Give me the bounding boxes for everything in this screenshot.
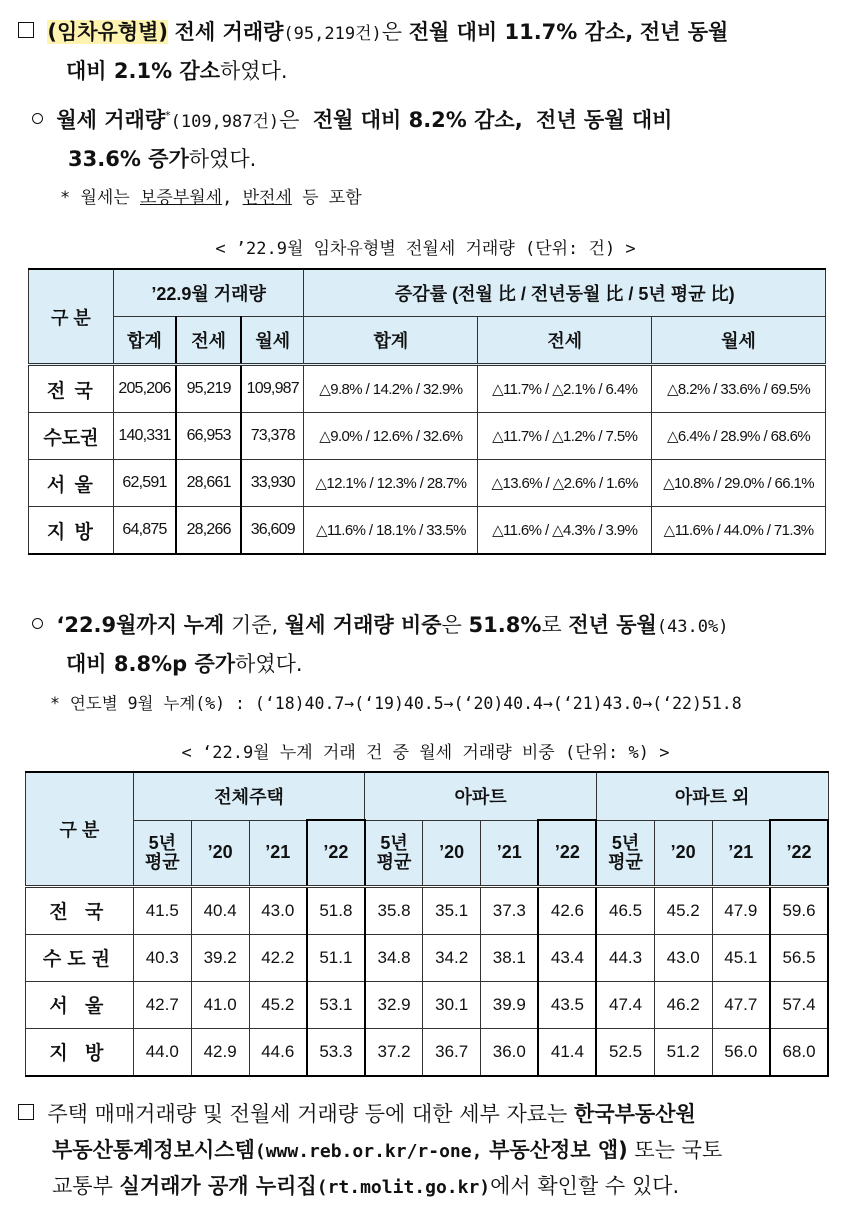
table-cell: 33,930: [241, 460, 304, 507]
count: (109,987건): [170, 112, 280, 132]
sub-header: ’22: [538, 820, 596, 886]
table-cell: 205,206: [113, 365, 176, 413]
table-cell: 47.7: [712, 981, 770, 1028]
sub-header: ’21: [481, 820, 539, 886]
table-cell: 40.4: [191, 886, 249, 934]
verb: 하였다.: [220, 59, 288, 83]
table-cell: 45.2: [654, 886, 712, 934]
para1-line2: [66, 55, 851, 85]
table-cell: 47.4: [596, 981, 654, 1028]
table-cell: △6.4% / 28.9% / 68.6%: [652, 413, 826, 460]
table-cell: 53.1: [307, 981, 365, 1028]
footnote-mark: *: [165, 109, 171, 122]
note-prefix: * 월세는: [60, 188, 140, 208]
verb: 하였다.: [235, 652, 303, 676]
table-cell: 140,331: [113, 413, 176, 460]
count: (95,219건): [283, 24, 382, 44]
change-month: 전월 대비 11.7% 감소,: [408, 20, 634, 44]
para4-line1: [18, 1098, 851, 1128]
para4-line3: [52, 1170, 851, 1200]
url-molit[interactable]: (rt.molit.go.kr): [316, 1177, 491, 1198]
circle-bullet-icon: [32, 113, 43, 124]
group-header: 아파트: [365, 772, 597, 820]
table-cell: 28,266: [176, 507, 241, 555]
table-cell: △9.0% / 12.6% / 32.6%: [304, 413, 478, 460]
corner-header: 구 분: [29, 269, 114, 365]
square-bullet-icon: [18, 1104, 34, 1120]
text: 주택 매매거래량 및 전월세 거래량 등에 대한 세부 자료는: [47, 1102, 568, 1126]
table-cell: 42.7: [133, 981, 191, 1028]
table-cell: 42.9: [191, 1028, 249, 1076]
table-cell: 56.5: [770, 934, 828, 981]
table-cell: 37.3: [481, 886, 539, 934]
cumulative: 누계: [183, 613, 225, 637]
table-cell: 41.0: [191, 981, 249, 1028]
row-label: 지 방: [26, 1028, 134, 1076]
note-sep: ,: [222, 188, 243, 208]
para2-line2: [68, 143, 851, 173]
table-cell: 36,609: [241, 507, 304, 555]
table-cell: 66,953: [176, 413, 241, 460]
table-cell: 39.2: [191, 934, 249, 981]
sub-header: 전세: [478, 317, 652, 365]
particle: 은: [381, 20, 403, 44]
particle: 은: [441, 613, 462, 637]
group-header: 전체주택: [133, 772, 365, 820]
table-cell: △11.6% / △4.3% / 3.9%: [478, 507, 652, 555]
para3-note: * 연도별 9월 누계(%) : (‘18)40.7→(‘19)40.5→(‘20)40.4→(‘21)43.0→(‘22)51.8: [50, 694, 742, 713]
table-cell: 44.6: [249, 1028, 307, 1076]
table-cell: 53.3: [307, 1028, 365, 1076]
table-cell: △11.7% / △2.1% / 6.4%: [478, 365, 652, 413]
table-cell: 57.4: [770, 981, 828, 1028]
table1-caption: < ’22.9월 임차유형별 전월세 거래량 (단위: 건) >: [215, 239, 636, 259]
sub-header: ’21: [249, 820, 307, 886]
square-bullet-icon: [18, 22, 34, 38]
comparison: 전년 동월: [568, 613, 657, 637]
table-cell: 41.4: [538, 1028, 596, 1076]
particle: 은: [279, 108, 300, 132]
circle-bullet-icon: [32, 618, 43, 629]
sub-header: 합계: [304, 317, 478, 365]
change-year-value: 33.6% 증가: [68, 147, 189, 171]
row-label: 서 울: [29, 460, 114, 507]
tag: (임차유형별): [47, 20, 168, 44]
basis: 기준,: [230, 613, 279, 637]
table-cell: 42.6: [538, 886, 596, 934]
table-cell: 45.2: [249, 981, 307, 1028]
table-cell: △11.6% / 18.1% / 33.5%: [304, 507, 478, 555]
text: 교통부: [52, 1174, 113, 1198]
table-cell: △10.8% / 29.0% / 66.1%: [652, 460, 826, 507]
note-term-2: 반전세: [242, 188, 292, 208]
row-label: 수도권: [29, 413, 114, 460]
note-term-1: 보증부월세: [139, 188, 223, 208]
text: 에서 확인할 수 있다.: [490, 1174, 680, 1198]
table-cell: △11.7% / △1.2% / 7.5%: [478, 413, 652, 460]
change-value: 대비 8.8%p 증가: [66, 652, 236, 676]
group-header: 아파트 외: [596, 772, 828, 820]
table-cell: 51.2: [654, 1028, 712, 1076]
subject: 월세 거래량: [56, 108, 166, 132]
change-year: 전년 동월: [639, 20, 729, 44]
verb: 하였다.: [188, 147, 257, 171]
sub-header: ’22: [770, 820, 828, 886]
table-cell: 62,591: [113, 460, 176, 507]
table-cell: 43.4: [538, 934, 596, 981]
sub-header: 5년 평균: [133, 820, 191, 886]
change-month: 전월 대비 8.2% 감소,: [312, 108, 523, 132]
table-cell: 68.0: [770, 1028, 828, 1076]
table-cell: 35.8: [365, 886, 423, 934]
table-cell: △8.2% / 33.6% / 69.5%: [652, 365, 826, 413]
table1: [28, 268, 826, 555]
period: ‘22.9월까지: [56, 613, 178, 637]
table-cell: 34.2: [423, 934, 481, 981]
system-name: 부동산통계정보시스템: [52, 1138, 255, 1162]
table-cell: 34.8: [365, 934, 423, 981]
sub-header: ’20: [191, 820, 249, 886]
table-cell: 46.2: [654, 981, 712, 1028]
table2: [25, 771, 829, 1077]
table-cell: △9.8% / 14.2% / 32.9%: [304, 365, 478, 413]
row-label: 서 울: [26, 981, 134, 1028]
text: 또는 국토: [627, 1138, 723, 1162]
sub-header: 5년 평균: [596, 820, 654, 886]
table-cell: △11.6% / 44.0% / 71.3%: [652, 507, 826, 555]
subject: 월세 거래량 비중: [284, 613, 442, 637]
table-cell: 59.6: [770, 886, 828, 934]
table-cell: △12.1% / 12.3% / 28.7%: [304, 460, 478, 507]
subject: 전세 거래량: [174, 20, 284, 44]
sub-header: ’22: [307, 820, 365, 886]
sub-header: ’20: [423, 820, 481, 886]
group-header-volume: ’22.9월 거래량: [113, 269, 304, 317]
para2-note: [60, 183, 851, 208]
table2-caption: < ‘22.9월 누계 거래 건 중 월세 거래량 비중 (단위: %) >: [181, 743, 670, 763]
row-label: 전 국: [29, 365, 114, 413]
table-cell: 37.2: [365, 1028, 423, 1076]
url-reb[interactable]: (www.reb.or.kr/r-one,: [254, 1141, 483, 1162]
table-cell: 73,378: [241, 413, 304, 460]
row-label: 수도권: [26, 934, 134, 981]
sub-header: ’20: [654, 820, 712, 886]
sub-header: ’21: [712, 820, 770, 886]
sub-header: 전세: [176, 317, 241, 365]
table-cell: 28,661: [176, 460, 241, 507]
table-cell: 52.5: [596, 1028, 654, 1076]
table-cell: 51.8: [307, 886, 365, 934]
particle-ro: 로: [541, 613, 562, 637]
table-cell: 56.0: [712, 1028, 770, 1076]
para3-line1: [32, 609, 851, 639]
table-cell: 47.9: [712, 886, 770, 934]
para2-line1: [32, 104, 851, 134]
table-cell: 45.1: [712, 934, 770, 981]
corner-header: 구 분: [26, 772, 134, 886]
site-name: 실거래가 공개 누리집: [119, 1174, 317, 1198]
table-cell: 36.0: [481, 1028, 539, 1076]
org-name: 한국부동산원: [574, 1102, 696, 1126]
table-cell: 44.0: [133, 1028, 191, 1076]
table-cell: 43.0: [654, 934, 712, 981]
table-cell: 39.9: [481, 981, 539, 1028]
table-cell: 95,219: [176, 365, 241, 413]
change-year-value: 대비 2.1% 감소: [66, 59, 221, 83]
table-cell: 36.7: [423, 1028, 481, 1076]
para4-line2: [52, 1134, 851, 1164]
sub-header: 합계: [113, 317, 176, 365]
prev-value: (43.0%): [656, 617, 729, 637]
table-cell: 46.5: [596, 886, 654, 934]
table-cell: △13.6% / △2.6% / 1.6%: [478, 460, 652, 507]
para1-line1: [18, 16, 851, 46]
table-cell: 38.1: [481, 934, 539, 981]
table-cell: 51.1: [307, 934, 365, 981]
table-cell: 43.0: [249, 886, 307, 934]
share-value: 51.8%: [468, 613, 542, 637]
sub-header: 월세: [241, 317, 304, 365]
app-name: 부동산정보 앱): [489, 1138, 628, 1162]
row-label: 지 방: [29, 507, 114, 555]
row-label: 전 국: [26, 886, 134, 934]
table-cell: 41.5: [133, 886, 191, 934]
table-cell: 30.1: [423, 981, 481, 1028]
note-suffix: 등 포함: [291, 188, 362, 208]
para3-line2: [66, 648, 851, 678]
table-cell: 35.1: [423, 886, 481, 934]
table-cell: 40.3: [133, 934, 191, 981]
table-cell: 42.2: [249, 934, 307, 981]
table-cell: 109,987: [241, 365, 304, 413]
table-cell: 44.3: [596, 934, 654, 981]
table-cell: 64,875: [113, 507, 176, 555]
sub-header: 월세: [652, 317, 826, 365]
sub-header: 5년 평균: [365, 820, 423, 886]
group-header-rate: 증감률 (전월 比 / 전년동월 比 / 5년 평균 比): [304, 269, 826, 317]
table-cell: 32.9: [365, 981, 423, 1028]
change-year: 전년 동월 대비: [536, 108, 673, 132]
table-cell: 43.5: [538, 981, 596, 1028]
